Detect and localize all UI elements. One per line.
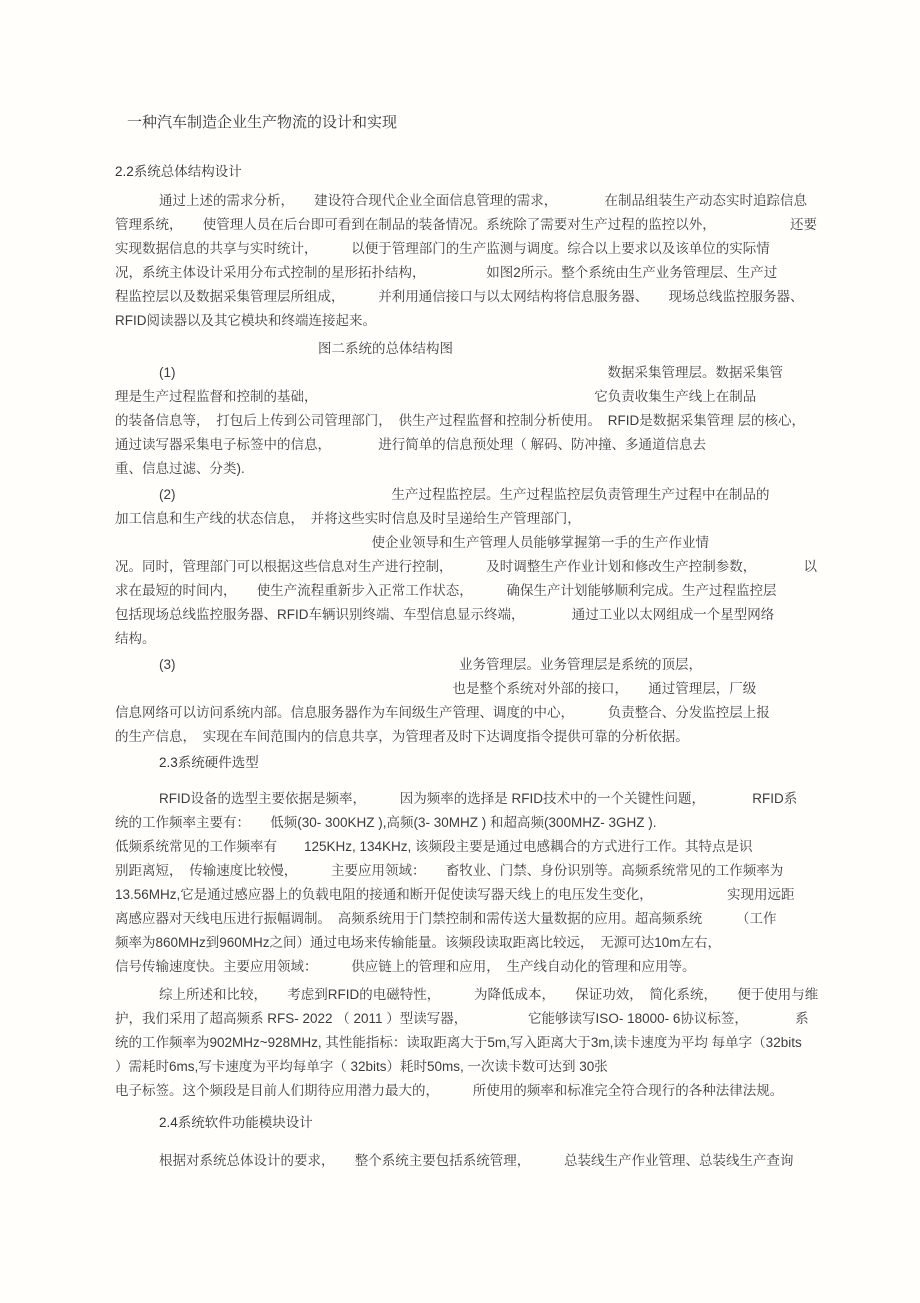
item-1-data-collection-layer — [115, 361, 805, 481]
text-line: 实现数据信息的共享与实时统计， 以便于管理部门的生产监测与调度。综合以上要求以及该单位的实际情 — [115, 241, 770, 256]
text-line: 2.3系统硬件选型 — [159, 755, 259, 770]
text-line: 统的工作频率主要有： 低频(30- 300KHZ ),高频(3- 30MHZ ) 和超高频(300MHZ- 3GHZ ). — [115, 815, 657, 830]
text-line: 重、信息过滤、分类). — [115, 461, 245, 476]
text-line: 加工信息和生产线的状态信息， 并将这些实时信息及时呈递给生产管理部门， — [115, 511, 581, 526]
text-line: 程监控层以及数据采集管理层所组成， 并利用通信接口与以太网结构将信息服务器、 现场总线监控服务器、 — [115, 289, 804, 304]
para-overall-structure — [115, 189, 817, 333]
text-line: 况。同时，管理部门可以根据这些信息对生产进行控制， 及时调整生产作业计划和修改生产控制参数， 以 — [115, 559, 817, 574]
para-software-modules — [115, 1149, 800, 1173]
para-reader-selection — [115, 983, 819, 1103]
text-line: 离感应器对天线电压进行振幅调制。 高频系统用于门禁控制和需传送大量数据的应用。超高频系统 （工作 — [115, 911, 777, 926]
text-line: 图二系统的总体结构图 — [318, 341, 453, 356]
text-line: 的生产信息， 实现在车间范围内的信息共享，为管理者及时下达调度指令提供可靠的分析依据。 — [115, 729, 689, 744]
text-line: 一种汽车制造企业生产物流的设计和实现 — [127, 114, 398, 131]
text-line: 频率为860MHz到960MHz之间）通过电场来传输能量。该频段读取距离比较远， 无源可达10m左右， — [115, 935, 722, 950]
text-line: RFID设备的选型主要依据是频率， 因为频率的选择是 RFID技术中的一个关键性问题， RFID系 — [159, 791, 798, 806]
text-line: 理是生产过程监督和控制的基础， 它负责收集生产线上在制品 — [115, 389, 757, 404]
text-line: 的装备信息等， 打包后上传到公司管理部门， 供生产过程监督和控制分析使用。 RFID是数据采集管理 层的核心， — [115, 413, 805, 428]
text-line: RFID阅读器以及其它模块和终端连接起来。 — [115, 313, 376, 328]
text-line: 2.2系统总体结构设计 — [115, 164, 242, 179]
item-2-process-monitoring-layer — [115, 483, 817, 651]
text-line: 护，我们采用了超高频系 RFS- 2022 （ 2011 ）型读写器， 它能够读写ISO- 18000- 6协议标签， 系 — [115, 1011, 809, 1026]
text-line: 电子标签。这个频段是目前人们期待应用潜力最大的， 所使用的频率和标准完全符合现行的各种法律法规。 — [115, 1083, 784, 1098]
text-line: 使企业领导和生产管理人员能够掌握第一手的生产作业情 — [115, 535, 709, 550]
text-line: 结构。 — [115, 631, 156, 646]
para-rfid-frequency — [115, 787, 800, 979]
text-line: 信息网络可以访问系统内部。信息服务器作为车间级生产管理、调度的中心， 负责整合、分发监控层上报 — [115, 705, 770, 720]
text-line: (3) 业务管理层。业务管理层是系统的顶层， — [159, 657, 702, 672]
text-line: 低频系统常见的工作频率有 125KHz, 134KHz, 该频段主要是通过电感耦合的方式进行工作。其特点是识 — [115, 839, 753, 854]
item-3-business-management-layer — [115, 653, 800, 749]
figure-caption — [115, 337, 800, 361]
heading-2-2 — [115, 160, 800, 184]
text-line: ）需耗时6ms,写卡速度为平均每单字（ 32bits）耗时50ms, 一次读卡数可达到 30张 — [115, 1059, 608, 1074]
text-line: 13.56MHz,它是通过感应器上的负载电阻的接通和断开促使读写器天线上的电压发生变化， 实现用远距 — [115, 887, 795, 902]
text-line: 综上所述和比较， 考虑到RFID的电磁特性， 为降低成本， 保证功效， 简化系统， 便于使用与维 — [159, 987, 819, 1002]
text-line: (1) 数据采集管理层。数据采集管 — [159, 365, 783, 380]
doc-title — [115, 110, 800, 136]
text-line: 包括现场总线监控服务器、RFID车辆识别终端、车型信息显示终端， 通过工业以太网组成一个星型网络 — [115, 607, 775, 622]
text-line: 通过上述的需求分析， 建设符合现代企业全面信息管理的需求， 在制品组装生产动态实时追踪信息 — [159, 193, 807, 208]
text-line: 信号传输速度快。主要应用领域： 供应链上的管理和应用， 生产线自动化的管理和应用等。 — [115, 959, 696, 974]
text-line: 别距离短， 传输速度比较慢， 主要应用领域： 畜牧业、门禁、身份识别等。高频系统常见的工作频率为 — [115, 863, 784, 878]
text-line: 管理系统， 使管理人员在后台即可看到在制品的装备情况。系统除了需要对生产过程的监控以外， 还要 — [115, 217, 817, 232]
text-line: 通过读写器采集电子标签中的信息， 进行简单的信息预处理（ 解码、防冲撞、多通道信息去 — [115, 437, 706, 452]
heading-2-4 — [115, 1111, 800, 1135]
text-line: 也是整个系统对外部的接口， 通过管理层，厂级 — [115, 681, 757, 696]
text-line: 求在最短的时间内， 使生产流程重新步入正常工作状态， 确保生产计划能够顺利完成。生产过程监控层 — [115, 583, 777, 598]
text-line: 统的工作频率为902MHz~928MHz, 其性能指标：读取距离大于5m,写入距离大于3m,读卡速度为平均 每单字（32bits — [115, 1035, 802, 1050]
text-line: 2.4系统软件功能模块设计 — [159, 1115, 313, 1130]
text-line: 根据对系统总体设计的要求， 整个系统主要包括系统管理， 总装线生产作业管理、总装线生产查询 — [159, 1153, 794, 1168]
text-line: (2) 生产过程监控层。生产过程监控层负责管理生产过程中在制品的 — [159, 487, 770, 502]
text-line: 况，系统主体设计采用分布式控制的星形拓扑结构， 如图2所示。整个系统由生产业务管理层、生产过 — [115, 265, 778, 280]
heading-2-3 — [115, 751, 800, 775]
